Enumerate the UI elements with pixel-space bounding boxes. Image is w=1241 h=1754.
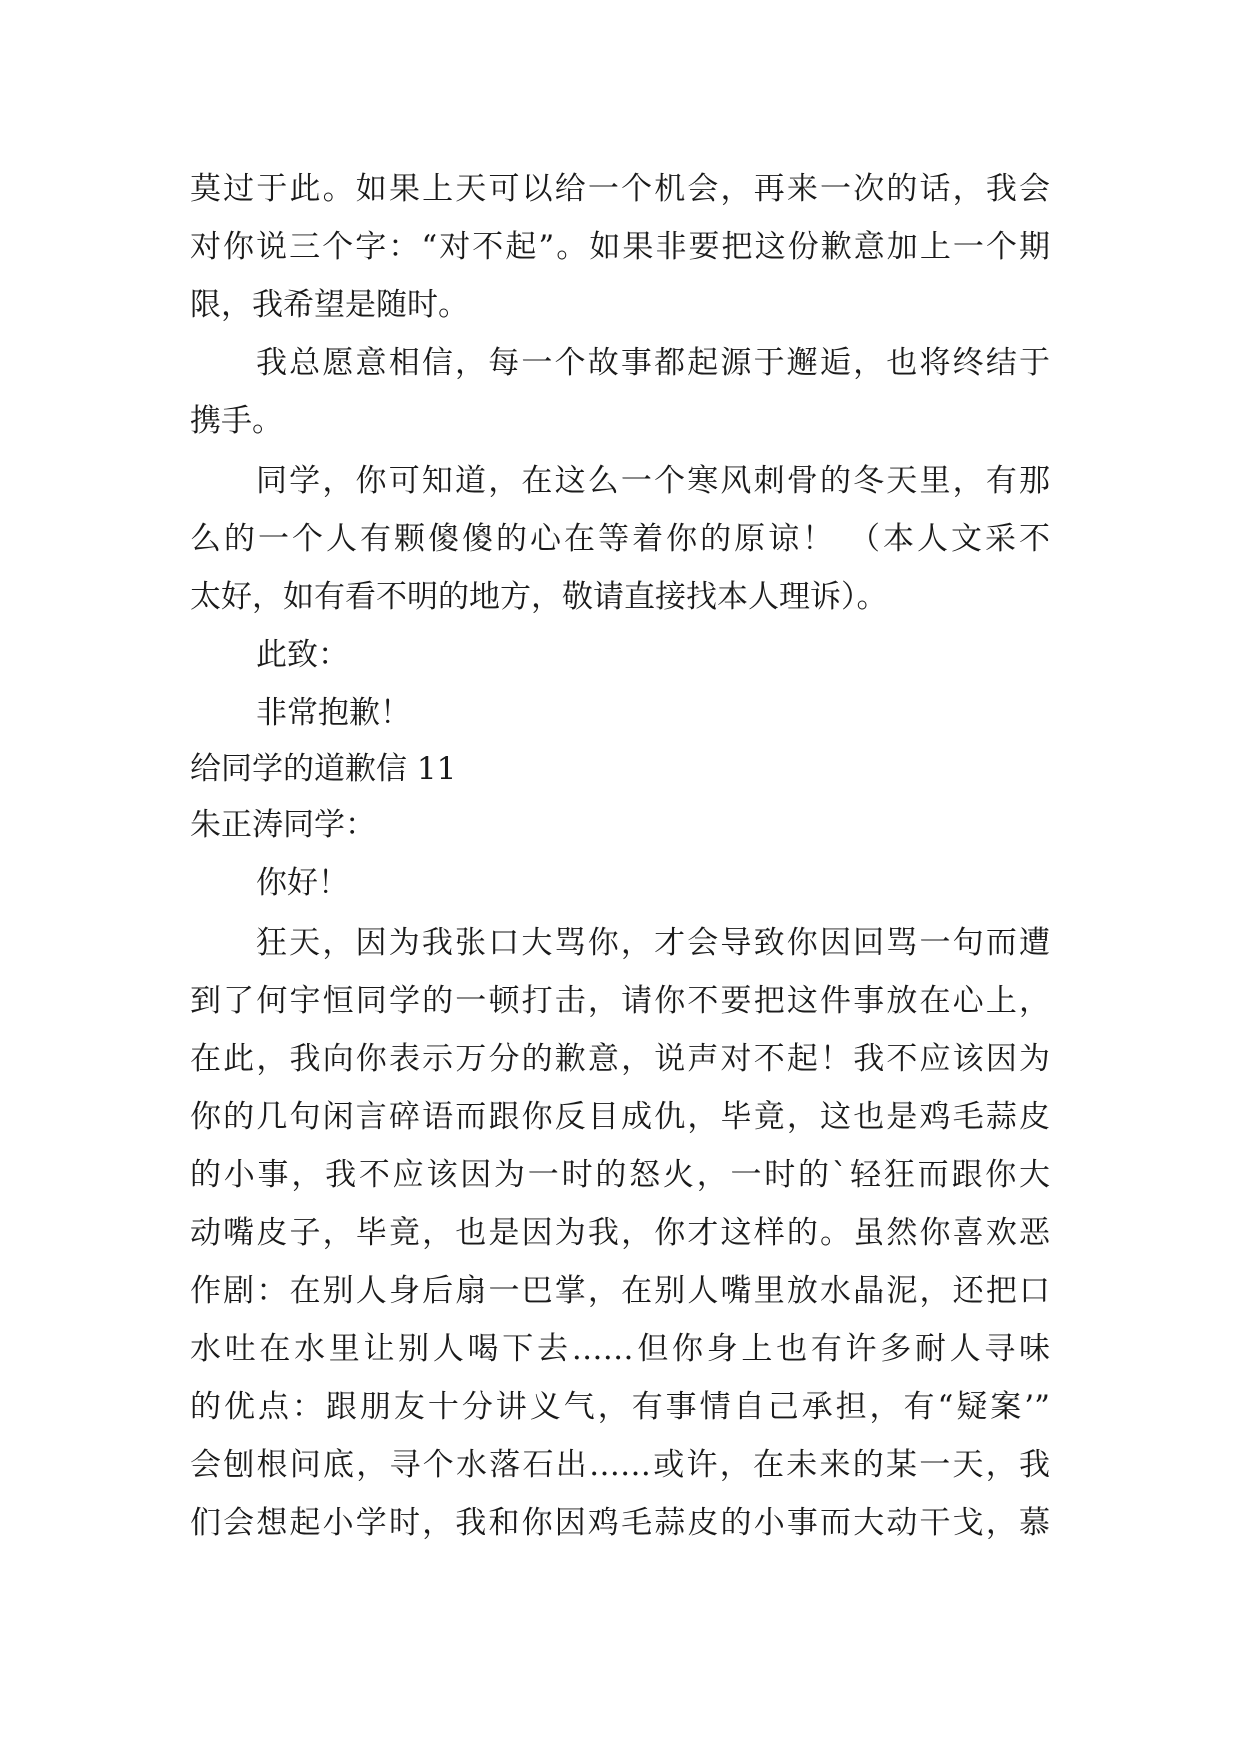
greeting-line: 你好！ [256,865,349,901]
closing-salutation: 此致： [256,637,349,673]
paragraph-line: 对你说三个字：“对不起”。如果非要把这份歉意加上一个期 [190,229,1050,265]
paragraph-line: 你的几句闲言碎语而跟你反目成仇，毕竟，这也是鸡毛蒜皮 [190,1099,1050,1135]
paragraph-line: 的优点：跟朋友十分讲义气，有事情自己承担，有“疑案’” [190,1389,1050,1425]
paragraph-line: 到了何宇恒同学的一顿打击，请你不要把这件事放在心上， [190,983,1050,1019]
paragraph-line: 限，我希望是随时。 [190,287,469,323]
paragraph-line: 动嘴皮子，毕竟，也是因为我，你才这样的。虽然你喜欢恶 [190,1215,1050,1251]
paragraph-line: 作剧：在别人身后扇一巴掌，在别人嘴里放水晶泥，还把口 [190,1273,1050,1309]
paragraph-line: 的小事，我不应该因为一时的怒火，一时的`轻狂而跟你大 [190,1157,1050,1193]
closing-apology: 非常抱歉！ [256,695,411,731]
section-title: 给同学的道歉信 11 [190,751,457,787]
paragraph-line: 水吐在水里让别人喝下去……但你身上也有许多耐人寻味 [190,1331,1050,1367]
paragraph-line: 同学，你可知道，在这么一个寒风刺骨的冬天里，有那 [256,463,1050,499]
recipient-greeting: 朱正涛同学： [190,807,376,843]
paragraph-line: 会刨根问底，寻个水落石出……或许，在未来的某一天，我 [190,1447,1050,1483]
paragraph-line: 携手。 [190,403,283,439]
paragraph-line: 莫过于此。如果上天可以给一个机会，再来一次的话，我会 [190,171,1050,207]
paragraph-line: 我总愿意相信，每一个故事都起源于邂逅，也将终结于 [256,345,1050,381]
paragraph-line: 太好，如有看不明的地方，敬请直接找本人理诉）。 [190,579,888,615]
paragraph-line: 在此，我向你表示万分的歉意，说声对不起！我不应该因为 [190,1041,1050,1077]
paragraph-line: 么的一个人有颗傻傻的心在等着你的原谅！ （本人文采不 [190,521,1050,557]
paragraph-line: 们会想起小学时，我和你因鸡毛蒜皮的小事而大动干戈，慕 [190,1505,1050,1541]
paragraph-line: 狂天，因为我张口大骂你，才会导致你因回骂一句而遭 [256,925,1050,961]
